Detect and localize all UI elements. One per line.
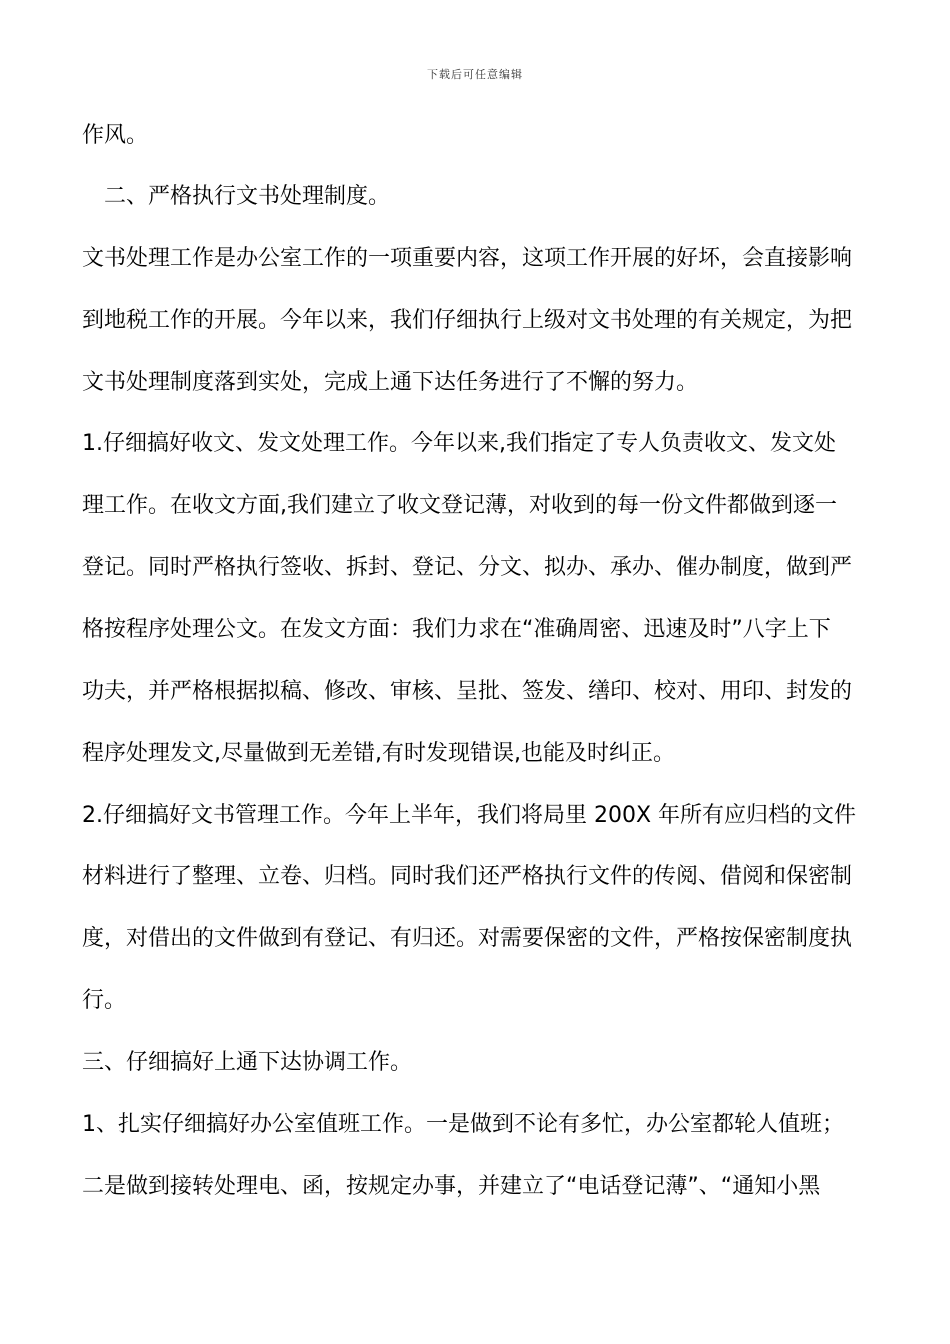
text-line: 1.仔细搞好收文、发文处理工作。今年以来,我们指定了专人负责收文、发文处 <box>82 431 836 456</box>
text-line: 2.仔细搞好文书管理工作。今年上半年，我们将局里 200X 年所有应归档的文件 <box>82 803 857 828</box>
section-heading: 三、仔细搞好上通下达协调工作。 <box>82 1050 413 1075</box>
text-line: 1、扎实仔细搞好办公室值班工作。一是做到不论有多忙，办公室都轮人值班； <box>82 1112 844 1137</box>
text-line: 文书处理制度落到实处，完成上通下达任务进行了不懈的努力。 <box>82 370 699 395</box>
text-line: 格按程序处理公文。在发文方面：我们力求在“准确周密、迅速及时”八字上下 <box>82 617 831 642</box>
text-line: 功夫，并严格根据拟稿、修改、审核、呈批、签发、缮印、校对、用印、封发的 <box>82 679 853 704</box>
text-line: 材料进行了整理、立卷、归档。同时我们还严格执行文件的传阅、借阅和保密制 <box>82 864 853 889</box>
text-line: 二是做到接转处理电、函，按规定办事，并建立了“电话登记薄”、“通知小黑 <box>82 1174 821 1199</box>
page-header: 下载后可任意编辑 <box>427 68 523 81</box>
text-line: 作风。 <box>82 123 149 148</box>
text-line: 登记。同时严格执行签收、拆封、登记、分文、拟办、承办、催办制度，做到严 <box>82 555 853 580</box>
text-line: 度，对借出的文件做到有登记、有归还。对需要保密的文件，严格按保密制度执 <box>82 926 853 951</box>
text-line: 文书处理工作是办公室工作的一项重要内容，这项工作开展的好坏，会直接影响 <box>82 246 853 271</box>
text-line: 理工作。在收文方面,我们建立了收文登记薄，对收到的每一份文件都做到逐一 <box>82 493 837 518</box>
text-line: 行。 <box>82 988 127 1013</box>
section-heading: 二、严格执行文书处理制度。 <box>104 184 391 209</box>
text-line: 到地税工作的开展。今年以来，我们仔细执行上级对文书处理的有关规定，为把 <box>82 308 853 333</box>
text-line: 程序处理发文,尽量做到无差错,有时发现错误,也能及时纠正。 <box>82 741 675 766</box>
